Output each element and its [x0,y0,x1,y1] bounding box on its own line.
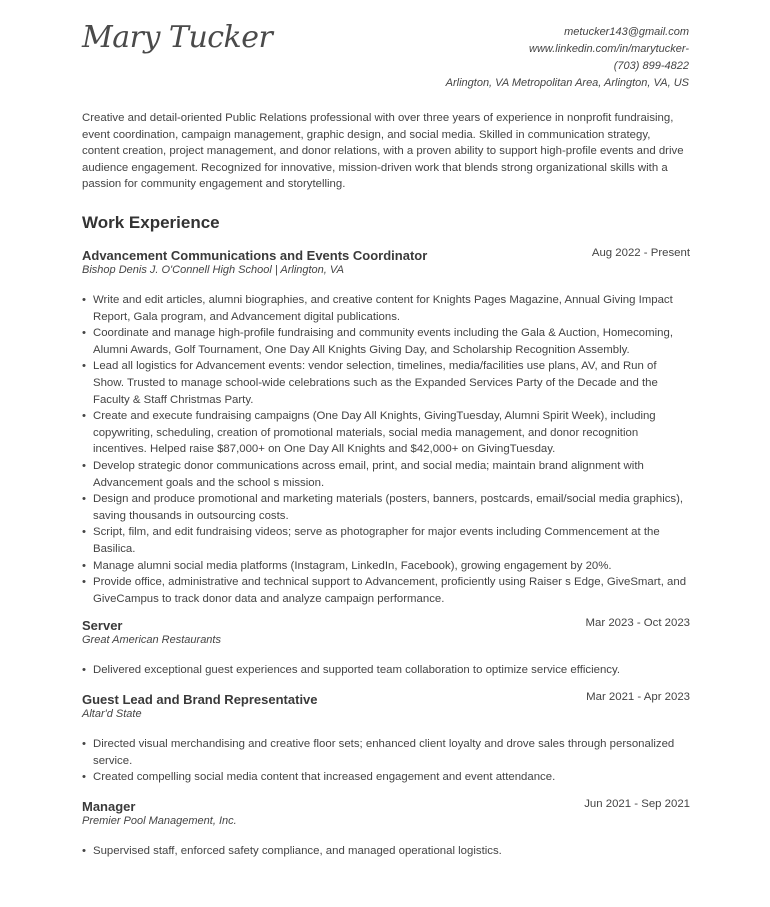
list-item: • Provide office, administrative and technical support to Advancement, proficiently using Raiser s Edge, GiveSmart, and GiveCampus to track donor data and analyze campaign performance. [93,574,690,607]
list-item: • Develop strategic donor communications across email, print, and social media; maintain brand alignment with Advancement goals and the school s mission. [93,458,690,491]
contact-block [446,24,689,92]
job-title: Advancement Communications and Events Coordinator [82,248,428,263]
job-title: Manager [82,799,136,814]
list-item: • Created compelling social media content that increased engagement and event attendance. [93,769,690,786]
list-item: • Coordinate and manage high-profile fundraising and community events including the Gala & Auction, Homecoming, Alumni Awards, Golf Tournament, One Day All Knights Giving Day, and Scholarship Recognition Assembly. [93,325,690,358]
list-item: • Lead all logistics for Advancement events: vendor selection, timelines, media/facilities use plans, AV, and Run of Show. Trusted to manage school-wide celebrations such as the Expanded Services Party of the Decade and the Faculty & Staff Christmas Party. [93,358,690,408]
job-entry [82,247,690,607]
list-item: • Design and produce promotional and marketing materials (posters, banners, postcards, email/social media graphics), saving thousands in outsourcing costs. [93,491,690,524]
job-date: Aug 2022 - Present [591,247,690,259]
job-date: Mar 2021 - Apr 2023 [586,691,690,703]
job-date: Mar 2023 - Oct 2023 [585,617,690,629]
list-item: • Create and execute fundraising campaigns (One Day All Knights, GivingTuesday, Alumni Spirit Week), including copywriting, scheduling, creation of promotional materials, social media management, and donor recognition incentives. Helped raise $87,000+ on One Day All Knights and $42,000+ on GivingTuesday. [93,408,690,458]
job-bullets [82,843,690,860]
job-date: Jun 2021 - Sep 2021 [584,798,690,810]
professional-summary: Creative and detail-oriented Public Relations professional with over three years of experience in nonprofit fundraising, event coordination, campaign management, graphic design, and social media. Skilled in communication strategy, content creation, project management, and donor relations, with a proven ability to support high-profile events and drive audience engagement. Recognized for innovative, mission-driven work that blends strong organizational skills with a passion for community engagement and storytelling. [82,112,684,191]
list-item: • Manage alumni social media platforms (Instagram, LinkedIn, Facebook), growing engagement by 20%. [93,558,690,575]
job-bullets [82,736,690,786]
email-link[interactable]: metucker143@gmail.com [564,26,689,38]
job-entry [82,798,690,860]
list-item: • Delivered exceptional guest experiences and supported team collaboration to optimize service efficiency. [93,662,690,679]
list-item: • Supervised staff, enforced safety compliance, and managed operational logistics. [93,843,690,860]
list-item: • Directed visual merchandising and creative floor sets; enhanced client loyalty and drove sales through personalized service. [93,736,690,769]
candidate-name: Mary Tucker [82,20,273,55]
job-entry [82,617,690,679]
job-title: Guest Lead and Brand Representative [82,692,318,707]
job-organization: Altar'd State [82,708,142,720]
phone-number: (703) 899-4822 [613,60,689,72]
job-bullets [82,292,690,607]
job-entry [82,691,690,786]
list-item: • Write and edit articles, alumni biographies, and creative content for Knights Pages Magazine, Annual Giving Impact Report, Gala program, and Advancement digital publications. [93,292,690,325]
job-organization: Premier Pool Management, Inc. [82,815,237,827]
location: Arlington, VA Metropolitan Area, Arlington, VA, US [445,77,689,89]
job-bullets [82,662,690,679]
list-item: • Script, film, and edit fundraising videos; serve as photographer for major events including Commencement at the Basilica. [93,524,690,557]
job-organization: Bishop Denis J. O'Connell High School | Arlington, VA [82,264,344,276]
section-title-work-experience: Work Experience [82,213,220,232]
linkedin-link[interactable]: www.linkedin.com/in/marytucker- [529,43,689,55]
job-organization: Great American Restaurants [82,634,221,646]
job-title: Server [82,618,123,633]
